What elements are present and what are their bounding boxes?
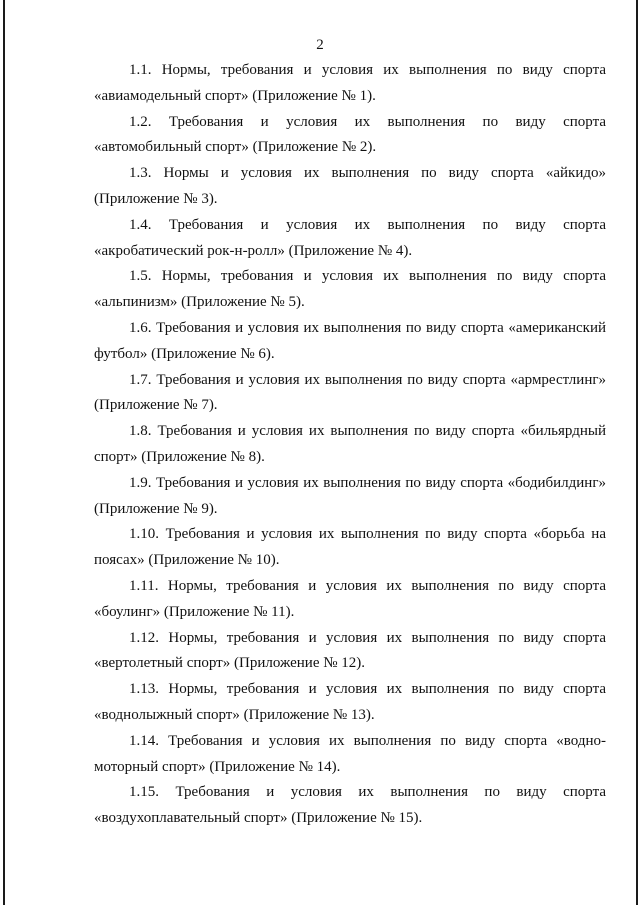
page-number: 2 — [316, 37, 324, 53]
list-item: 1.15. Требования и условия их выполнения по виду спорта «воздухоплавательный спорт» (Приложение № 15). — [94, 784, 606, 827]
list-item: 1.10. Требования и условия их выполнения по виду спорта «борьба на поясах» (Приложение № 10). — [94, 526, 606, 569]
list-item: 1.9. Требования и условия их выполнения по виду спорта «бодибилдинг» (Приложение № 9). — [94, 474, 606, 517]
list-item: 1.14. Требования и условия их выполнения по виду спорта «водно-моторный спорт» (Приложение № 14). — [94, 732, 606, 775]
list-item: 1.1. Нормы, требования и условия их выполнения по виду спорта «авиамодельный спорт» (Приложение № 1). — [94, 62, 606, 104]
list-item: 1.11. Нормы, требования и условия их выполнения по виду спорта «боулинг» (Приложение № 11). — [94, 577, 606, 620]
list-item: 1.6. Требования и условия их выполнения по виду спорта «американский футбол» (Приложение № 6). — [94, 319, 606, 362]
list-item: 1.7. Требования и условия их выполнения по виду спорта «армрестлинг» (Приложение № 7). — [94, 371, 606, 414]
list-item: 1.2. Требования и условия их выполнения по виду спорта «автомобильный спорт» (Приложение № 2). — [94, 113, 606, 156]
list-item: 1.5. Нормы, требования и условия их выполнения по виду спорта «альпинизм» (Приложение № 5). — [94, 268, 606, 311]
list-item: 1.12. Нормы, требования и условия их выполнения по виду спорта «вертолетный спорт» (Приложение № 12). — [94, 629, 606, 672]
list-item: 1.8. Требования и условия их выполнения по виду спорта «бильярдный спорт» (Приложение № 8). — [94, 423, 606, 465]
list-item: 1.3. Нормы и условия их выполнения по виду спорта «айкидо» (Приложение № 3). — [94, 165, 606, 207]
scan-edge-left — [3, 0, 5, 905]
scan-edge-right — [636, 0, 638, 905]
document-body — [94, 58, 606, 832]
list-item: 1.4. Требования и условия их выполнения по виду спорта «акробатический рок-н-ролл» (Приложение № 4). — [94, 216, 606, 259]
list-item: 1.13. Нормы, требования и условия их выполнения по виду спорта «воднолыжный спорт» (Приложение № 13). — [94, 681, 606, 723]
